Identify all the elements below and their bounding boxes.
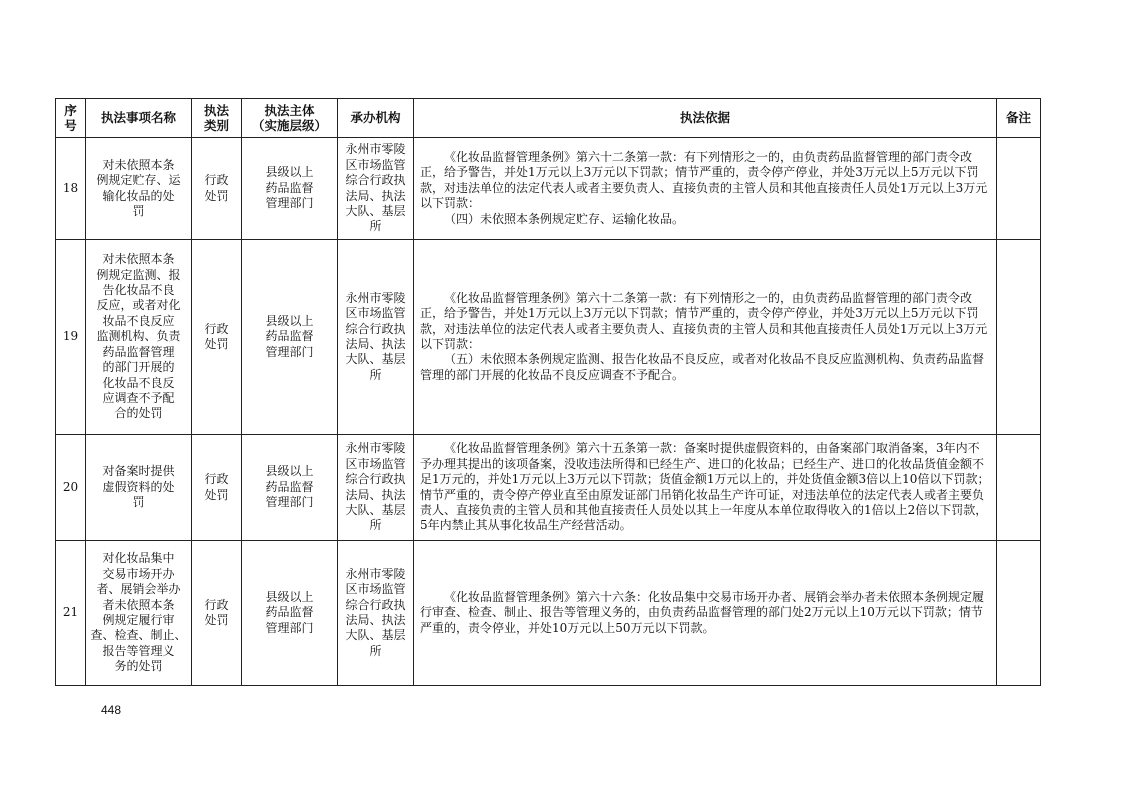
item-name: 对未依照本条 例规定贮存、运 输化妆品的处 罚 [86,138,192,240]
item-category: 行政 处罚 [192,541,242,686]
row-number: 19 [56,240,86,435]
item-agency: 永州市零陵 区市场监管 综合行政执 法局、执法 大队、基层 所 [338,541,414,686]
item-name: 对未依照本条 例规定监测、报 告化妆品不良 反应，或者对化 妆品不良反应 监测机构、负责 药品监督管理 的部门开展的 化妆品不良反 应调查不予配 合的处罚 [86,240,192,435]
item-agency: 永州市零陵 区市场监管 综合行政执 法局、执法 大队、基层 所 [338,435,414,541]
header-remark: 备注 [997,99,1041,138]
table-row [56,541,1041,686]
item-remark [997,435,1041,541]
table-row [56,435,1041,541]
header-basis: 执法依据 [414,99,997,138]
page-number: 448 [101,703,122,717]
item-basis [414,240,997,435]
item-agency: 永州市零陵 区市场监管 综合行政执 法局、执法 大队、基层 所 [338,240,414,435]
item-agency: 永州市零陵 区市场监管 综合行政执 法局、执法 大队、基层 所 [338,138,414,240]
item-remark [997,240,1041,435]
item-category: 行政 处罚 [192,138,242,240]
row-number: 20 [56,435,86,541]
item-name: 对备案时提供 虚假资料的处 罚 [86,435,192,541]
item-subject: 县级以上 药品监督 管理部门 [242,138,338,240]
item-basis [414,541,997,686]
basis-paragraph: （四）未依照本条例规定贮存、运输化妆品。 [444,211,685,226]
item-subject: 县级以上 药品监督 管理部门 [242,240,338,435]
basis-paragraph: 《化妆品监督管理条例》第六十二条第一款：有下列情形之一的，由负责药品监督管理的部门责令改正，给予警告，并处1万元以上3万元以下罚款；情节严重的，责令停产停业，并处3万元以上5万元以下罚款，对违法单位的法定代表人或者主要负责人、直接负责的主管人员和其他直接责任人员处1万元以上3万元以下罚款： [420,290,988,351]
basis-paragraph: （五）未依照本条例规定监测、报告化妆品不良反应，或者对化妆品不良反应监测机构、负责药品监督管理的部门开展的化妆品不良反应调查不予配合。 [420,352,985,382]
item-category: 行政 处罚 [192,435,242,541]
basis-paragraph: 《化妆品监督管理条例》第六十二条第一款：有下列情形之一的，由负责药品监督管理的部门责令改正，给予警告，并处1万元以上3万元以下罚款；情节严重的，责令停产停业，并处3万元以上5万元以下罚款，对违法单位的法定代表人或者主要负责人、直接负责的主管人员和其他直接责任人员处1万元以上3万元以下罚款： [420,149,988,211]
header-subject: 执法主体 （实施层级） [242,99,338,138]
basis-paragraph: 《化妆品监督管理条例》第六十六条：化妆品集中交易市场开办者、展销会举办者未依照本条例规定履行审查、检查、制止、报告等管理义务的，由负责药品监督管理的部门处2万元以上10万元以下罚款；情节严重的，责令停业，并处10万元以上50万元以下罚款。 [420,589,985,635]
header-agency: 承办机构 [338,99,414,138]
table-row [56,240,1041,435]
item-subject: 县级以上 药品监督 管理部门 [242,541,338,686]
item-subject: 县级以上 药品监督 管理部门 [242,435,338,541]
basis-paragraph: 《化妆品监督管理条例》第六十五条第一款：备案时提供虚假资料的，由备案部门取消备案，3年内不予办理其提出的该项备案，没收违法所得和已经生产、进口的化妆品；已经生产、进口的化妆品货值金额不足1万元的，并处1万元以上3万元以下罚款；货值金额1万元以上的，并处货值金额3倍以上10倍以下罚款；情节严重的，责令停产停业直至由原发证部门吊销化妆品生产许可证，对违法单位的法定代表人或者主要负责人、直接负责的主管人员和其他直接责任人员处以其上一年度从本单位取得收入的1倍以上2倍以下罚款，5年内禁止其从事化妆品生产经营活动。 [420,441,990,533]
row-number: 18 [56,138,86,240]
item-category: 行政 处罚 [192,240,242,435]
header-category: 执法 类别 [192,99,242,138]
header-row [56,99,1041,138]
item-remark [997,138,1041,240]
header-seq: 序 号 [56,99,86,138]
item-remark [997,541,1041,686]
item-basis [414,138,997,240]
row-number: 21 [56,541,86,686]
enforcement-table [55,98,1041,686]
item-name: 对化妆品集中 交易市场开办 者、展销会举办 者未依照本条 例规定履行审 查、检查、制止、 报告等管理义 务的处罚 [86,541,192,686]
header-name: 执法事项名称 [86,99,192,138]
item-basis [414,435,997,541]
table-row [56,138,1041,240]
